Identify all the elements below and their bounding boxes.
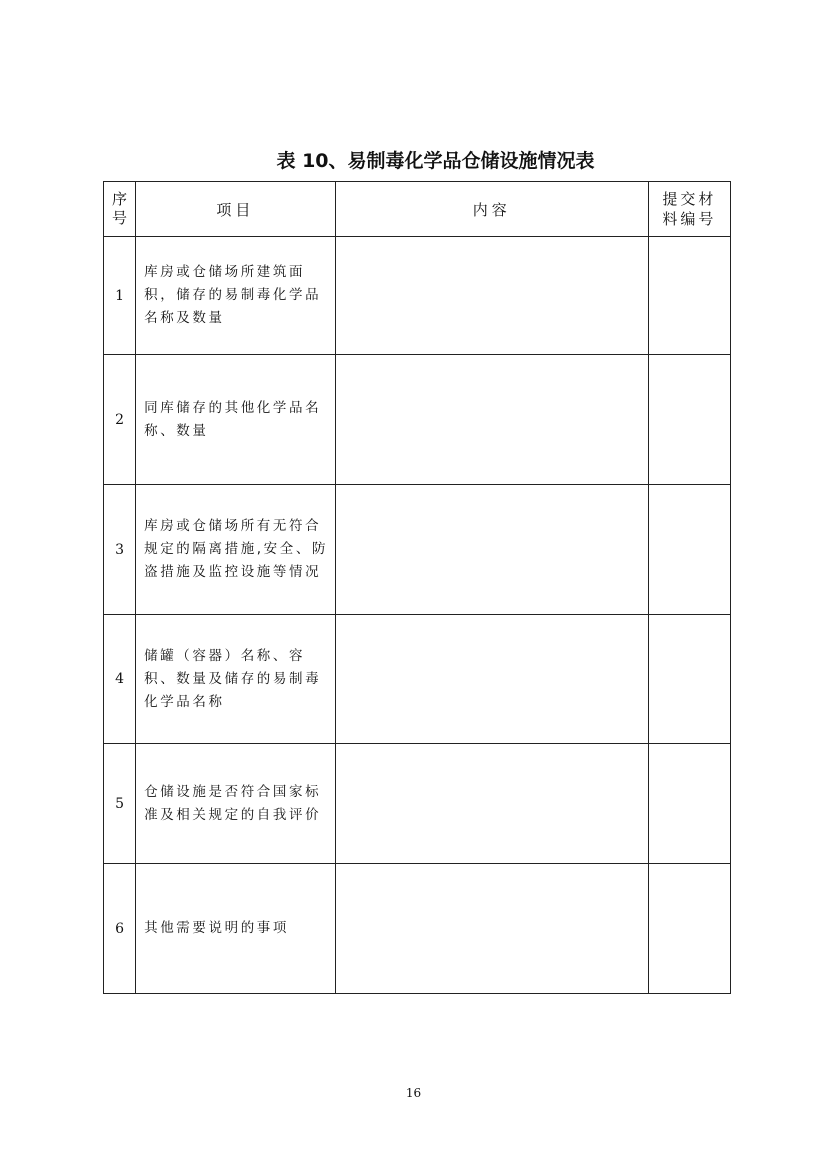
row-item: 仓储设施是否符合国家标准及相关规定的自我评价 [136, 744, 336, 864]
header-item: 项目 [136, 182, 336, 237]
page-number: 16 [405, 1086, 422, 1100]
row-seq: 6 [104, 864, 136, 994]
row-doc-no-cell [648, 355, 730, 485]
row-item: 库房或仓储场所有无符合规定的隔离措施,安全、防盗措施及监控设施等情况 [136, 485, 336, 615]
row-content-cell [335, 237, 648, 355]
row-seq: 1 [104, 237, 136, 355]
header-doc-no: 提交材料编号 [648, 182, 730, 237]
row-content-cell [335, 355, 648, 485]
row-item: 储罐（容器）名称、容积、数量及储存的易制毒化学品名称 [136, 615, 336, 744]
table-title: 表 10、易制毒化学品仓储设施情况表 [276, 150, 595, 172]
row-content-cell [335, 744, 648, 864]
row-doc-no-cell [648, 237, 730, 355]
row-seq: 2 [104, 355, 136, 485]
table-row [104, 355, 731, 485]
storage-facility-table [103, 181, 731, 994]
row-doc-no-cell [648, 485, 730, 615]
row-content-cell [335, 485, 648, 615]
row-doc-no-cell [648, 864, 730, 994]
row-item: 其他需要说明的事项 [136, 864, 336, 994]
header-content: 内容 [335, 182, 648, 237]
row-item: 同库储存的其他化学品名称、数量 [136, 355, 336, 485]
table-header-row [104, 182, 731, 237]
table-row [104, 485, 731, 615]
row-content-cell [335, 615, 648, 744]
row-doc-no-cell [648, 744, 730, 864]
row-content-cell [335, 864, 648, 994]
table-row [104, 864, 731, 994]
row-seq: 4 [104, 615, 136, 744]
row-seq: 3 [104, 485, 136, 615]
row-doc-no-cell [648, 615, 730, 744]
table-row [104, 615, 731, 744]
row-seq: 5 [104, 744, 136, 864]
table-row [104, 237, 731, 355]
table-row [104, 744, 731, 864]
row-item: 库房或仓储场所建筑面积，储存的易制毒化学品名称及数量 [136, 237, 336, 355]
header-seq: 序号 [104, 182, 136, 237]
